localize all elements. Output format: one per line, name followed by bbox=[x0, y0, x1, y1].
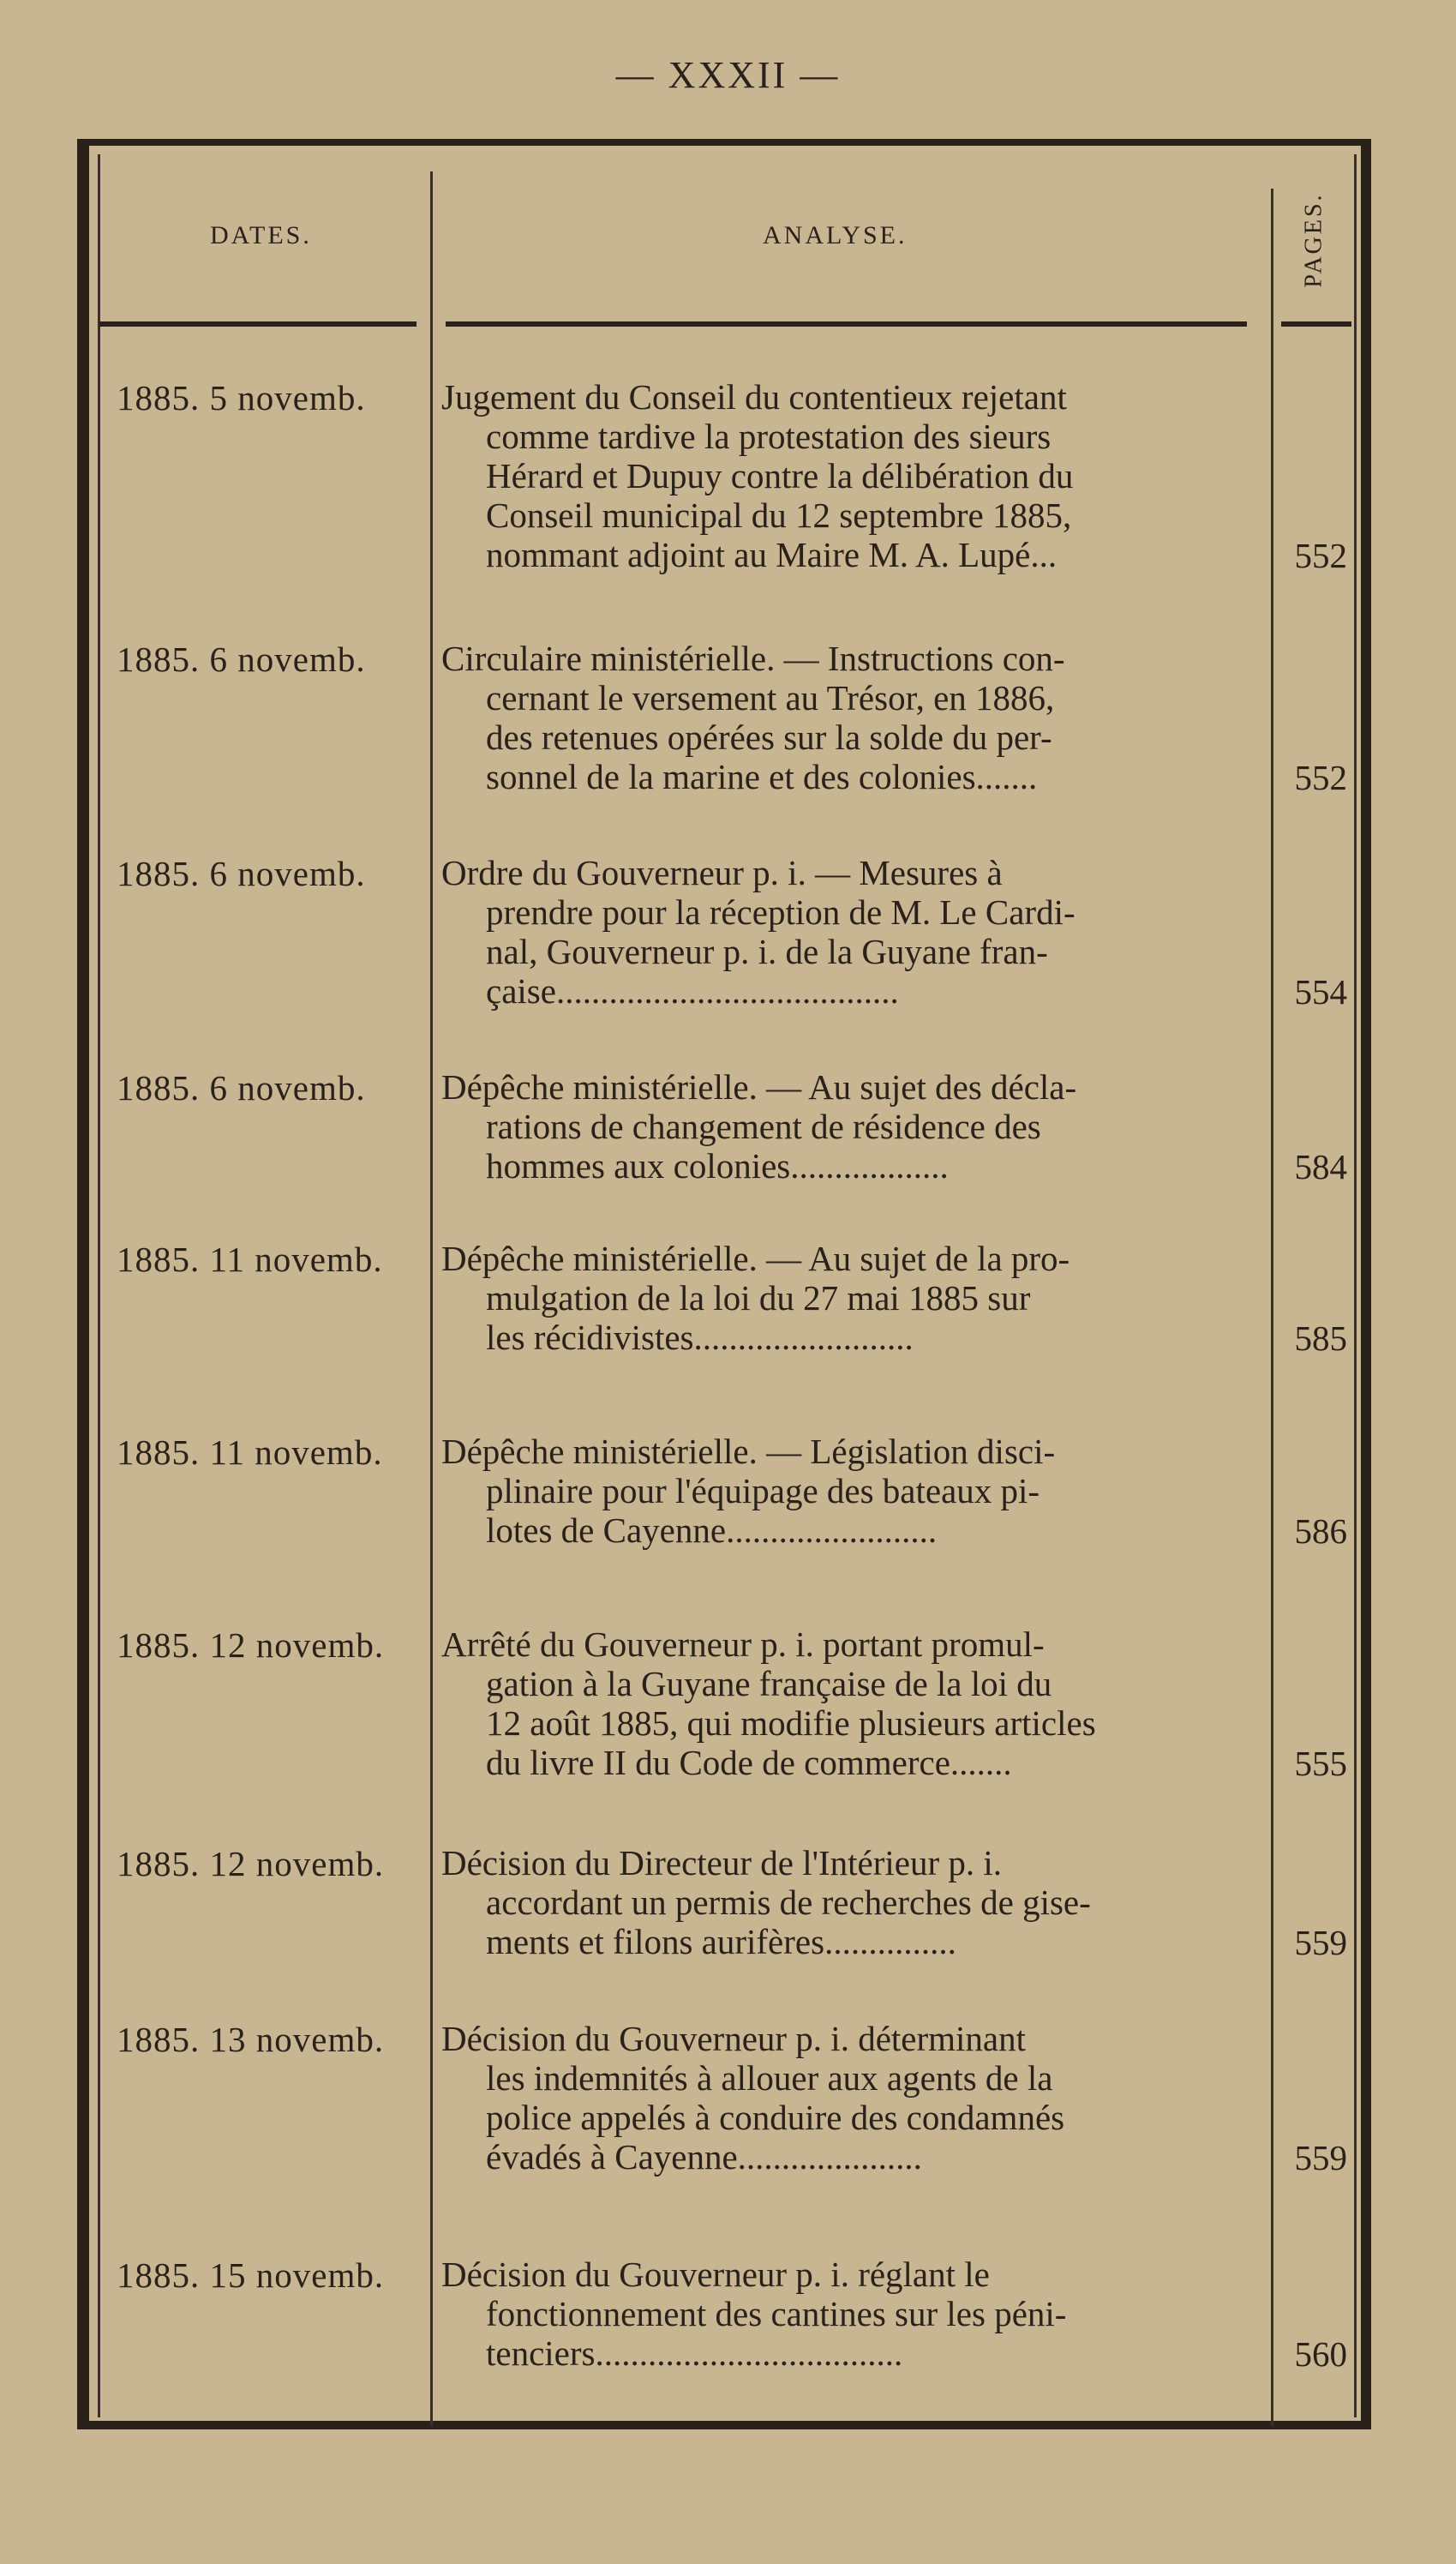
entry-analysis bbox=[441, 1624, 1255, 1782]
inner-border-right bbox=[1354, 154, 1357, 2417]
analysis-line: ments et filons aurifères............... bbox=[486, 1922, 956, 1961]
analysis-line: Décision du Directeur de l'Intérieur p. i. bbox=[441, 1843, 1003, 1882]
analysis-line: des retenues opérées sur la solde du per- bbox=[486, 718, 1052, 757]
header-analyse: ANALYSE. bbox=[763, 221, 908, 249]
analysis-line: fonctionnement des cantines sur les péni- bbox=[486, 2294, 1067, 2333]
analysis-line: gation à la Guyane française de la loi du bbox=[486, 1664, 1052, 1703]
analysis-line: Jugement du Conseil du contentieux rejetant bbox=[441, 377, 1067, 417]
entry-date: 1885. 12 novemb. bbox=[117, 1844, 385, 1883]
analysis-line: évadés à Cayenne..................... bbox=[486, 2137, 922, 2177]
analysis-line: Hérard et Dupuy contre la délibération du bbox=[486, 456, 1074, 495]
analysis-line: plinaire pour l'équipage des bateaux pi- bbox=[486, 1471, 1040, 1510]
entry-page: 555 bbox=[1294, 1744, 1347, 1783]
header-rule-analyse bbox=[446, 321, 1247, 327]
header-pages-label: PAGES. bbox=[1301, 192, 1327, 288]
analysis-line: Décision du Gouverneur p. i. réglant le bbox=[441, 2255, 990, 2294]
entry-analysis bbox=[441, 1067, 1255, 1186]
analysis-line: Dépêche ministérielle. — Au sujet de la pro- bbox=[441, 1239, 1070, 1278]
entry-page: 552 bbox=[1294, 536, 1347, 575]
entry-date: 1885. 5 novemb. bbox=[117, 378, 366, 417]
entry-analysis bbox=[441, 1239, 1255, 1357]
entry-page: 584 bbox=[1294, 1147, 1347, 1186]
column-divider-pages bbox=[1271, 189, 1273, 2426]
analysis-line: çaise....................................... bbox=[486, 971, 899, 1011]
analysis-line: du livre II du Code de commerce....... bbox=[486, 1743, 1012, 1782]
analysis-line: Conseil municipal du 12 septembre 1885, bbox=[486, 495, 1072, 535]
entry-date: 1885. 6 novemb. bbox=[117, 639, 366, 679]
entry-date: 1885. 6 novemb. bbox=[117, 854, 366, 893]
analysis-line: sonnel de la marine et des colonies....... bbox=[486, 757, 1038, 796]
column-divider-dates bbox=[430, 171, 433, 2426]
entry-page: 554 bbox=[1294, 972, 1347, 1012]
header-rule-dates bbox=[99, 321, 416, 327]
analysis-line: les récidivistes......................... bbox=[486, 1318, 914, 1357]
analysis-line: Dépêche ministérielle. — Au sujet des décla- bbox=[441, 1067, 1077, 1107]
entry-date: 1885. 15 novemb. bbox=[117, 2255, 385, 2295]
entry-date: 1885. 11 novemb. bbox=[117, 1240, 383, 1279]
entry-analysis bbox=[441, 1843, 1255, 1961]
entry-date: 1885. 11 novemb. bbox=[117, 1432, 383, 1472]
analysis-line: Décision du Gouverneur p. i. déterminant bbox=[441, 2019, 1027, 2058]
analysis-line: rations de changement de résidence des bbox=[486, 1107, 1041, 1146]
entry-date: 1885. 6 novemb. bbox=[117, 1068, 366, 1108]
analysis-line: lotes de Cayenne........................ bbox=[486, 1510, 938, 1550]
header-rule-pages bbox=[1281, 321, 1351, 327]
entry-analysis bbox=[441, 639, 1255, 796]
entry-analysis bbox=[441, 2019, 1255, 2177]
analysis-line: nal, Gouverneur p. i. de la Guyane fran- bbox=[486, 932, 1048, 971]
analysis-line: les indemnités à allouer aux agents de la bbox=[486, 2058, 1053, 2098]
entry-analysis bbox=[441, 1432, 1255, 1550]
header-dates: DATES. bbox=[210, 221, 312, 249]
analysis-line: Circulaire ministérielle. — Instructions con- bbox=[441, 639, 1065, 678]
entry-date: 1885. 12 novemb. bbox=[117, 1625, 385, 1665]
analysis-line: prendre pour la réception de M. Le Cardi- bbox=[486, 892, 1076, 932]
analysis-line: mulgation de la loi du 27 mai 1885 sur bbox=[486, 1278, 1031, 1318]
entry-page: 586 bbox=[1294, 1511, 1347, 1551]
entry-analysis bbox=[441, 2255, 1255, 2373]
analysis-line: police appelés à conduire des condamnés bbox=[486, 2098, 1065, 2137]
entry-page: 560 bbox=[1294, 2334, 1347, 2374]
inner-border-left bbox=[98, 154, 100, 2417]
analysis-line: comme tardive la protestation des sieurs bbox=[486, 417, 1052, 456]
analysis-line: Arrêté du Gouverneur p. i. portant promul- bbox=[441, 1624, 1045, 1664]
entry-page: 585 bbox=[1294, 1318, 1347, 1358]
analysis-line: accordant un permis de recherches de gise- bbox=[486, 1882, 1091, 1922]
entry-date: 1885. 13 novemb. bbox=[117, 2020, 385, 2059]
analysis-line: nommant adjoint au Maire M. A. Lupé... bbox=[486, 535, 1058, 574]
entry-page: 552 bbox=[1294, 758, 1347, 797]
analysis-line: tenciers................................... bbox=[486, 2333, 903, 2373]
entry-analysis bbox=[441, 377, 1255, 574]
analysis-line: Ordre du Gouverneur p. i. — Mesures à bbox=[441, 853, 1003, 892]
analysis-line: 12 août 1885, qui modifie plusieurs articles bbox=[486, 1703, 1096, 1743]
analysis-line: Dépêche ministérielle. — Législation disci- bbox=[441, 1432, 1056, 1471]
analysis-line: hommes aux colonies.................. bbox=[486, 1146, 949, 1186]
analysis-line: cernant le versement au Trésor, en 1886, bbox=[486, 678, 1055, 718]
entry-analysis bbox=[441, 853, 1255, 1011]
page-number: — XXXII — bbox=[615, 54, 841, 96]
entry-page: 559 bbox=[1294, 1923, 1347, 1962]
entry-page: 559 bbox=[1294, 2138, 1347, 2177]
header-pages bbox=[1275, 176, 1354, 304]
